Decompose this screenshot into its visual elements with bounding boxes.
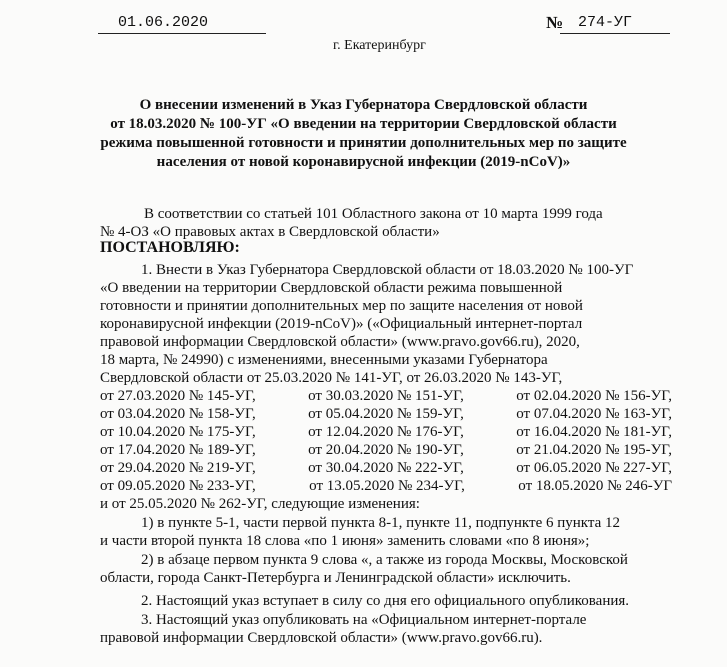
amendment-ref: от 30.03.2020 № 151-УГ,: [308, 388, 464, 404]
title-line: населения от новой коронавирусной инфекции (2019-nCoV)»: [156, 154, 571, 170]
amendment-row: [100, 478, 672, 495]
item3-line: 3. Настоящий указ опубликовать на «Официальном интернет-портале: [141, 612, 587, 628]
amendment-ref: от 20.04.2020 № 190-УГ,: [308, 442, 464, 458]
document-city: г. Екатеринбург: [333, 38, 426, 53]
amendment-ref: от 18.05.2020 № 246-УГ: [518, 478, 672, 494]
date-underline: [98, 33, 266, 34]
amendment-row: [100, 406, 672, 423]
item1-line: правовой информации Свердловской области» (www.pravo.gov66.ru), 2020,: [100, 334, 580, 350]
amendment-ref: от 21.04.2020 № 195-УГ,: [516, 442, 672, 458]
amendment-ref: от 12.04.2020 № 176-УГ,: [308, 424, 464, 440]
amendment-ref: от 03.04.2020 № 158-УГ,: [100, 406, 256, 422]
item1-line: 1. Внести в Указ Губернатора Свердловской области от 18.03.2020 № 100-УГ: [141, 262, 634, 278]
subitem-line: 2) в абзаце первом пункта 9 слова «, а также из города Москвы, Московской: [141, 552, 628, 568]
subitem-line: области, города Санкт-Петербурга и Ленинградской области» исключить.: [100, 570, 571, 586]
amendment-ref: от 30.04.2020 № 222-УГ,: [308, 460, 464, 476]
item1-line: коронавирусной инфекции (2019-nCoV)» («Официальный интернет-портал: [100, 316, 583, 332]
item1-closing: и от 25.05.2020 № 262-УГ, следующие изменения:: [100, 496, 420, 512]
amendment-row: [100, 388, 672, 405]
title-line: от 18.03.2020 № 100-УГ «О введении на территории Свердловской области: [110, 116, 617, 132]
preamble-line: № 4-ОЗ «О правовых актах в Свердловской области»: [100, 224, 440, 240]
item1-line: готовности и принятии дополнительных мер по защите населения от новой: [100, 298, 583, 314]
decree-word: ПОСТАНОВЛЯЮ:: [100, 239, 240, 256]
amendment-ref: от 17.04.2020 № 189-УГ,: [100, 442, 256, 458]
amendment-ref: от 09.05.2020 № 233-УГ,: [100, 478, 256, 494]
amendment-ref: от 06.05.2020 № 227-УГ,: [516, 460, 672, 476]
amendment-ref: от 02.04.2020 № 156-УГ,: [516, 388, 672, 404]
amendment-ref: от 16.04.2020 № 181-УГ,: [516, 424, 672, 440]
amendment-row: [100, 460, 672, 477]
amendment-ref: от 07.04.2020 № 163-УГ,: [516, 406, 672, 422]
amendment-ref: от 13.05.2020 № 234-УГ,: [309, 478, 465, 494]
amendment-row: [100, 424, 672, 441]
item3-line: правовой информации Свердловской области» (www.pravo.gov66.ru).: [100, 630, 543, 646]
title-line: режима повышенной готовности и принятии дополнительных мер по защите: [100, 135, 627, 151]
amendment-ref: от 10.04.2020 № 175-УГ,: [100, 424, 256, 440]
number-underline: [560, 33, 670, 34]
subitem-line: 1) в пункте 5-1, части первой пункта 8-1, пункте 11, подпункте 6 пункта 12: [141, 515, 621, 531]
item1-line: «О введении на территории Свердловской области режима повышенной: [100, 280, 563, 296]
item2-line: 2. Настоящий указ вступает в силу со дня его официального опубликования.: [141, 593, 630, 609]
item1-line: 18 марта, № 24990) с изменениями, внесенными указами Губернатора: [100, 352, 548, 368]
amendment-ref: от 05.04.2020 № 159-УГ,: [308, 406, 464, 422]
amendment-ref: от 27.03.2020 № 145-УГ,: [100, 388, 256, 404]
title-line: О внесении изменений в Указ Губернатора Свердловской области: [139, 97, 588, 113]
item1-line: Свердловской области от 25.03.2020 № 141-УГ, от 26.03.2020 № 143-УГ,: [100, 370, 563, 386]
number-label: №: [546, 13, 564, 32]
subitem-line: и части второй пункта 18 слова «по 1 июня» заменить словами «по 8 июня»;: [100, 533, 590, 549]
document-date: 01.06.2020: [118, 14, 209, 31]
amendment-row: [100, 442, 672, 459]
document-number: 274-УГ: [578, 14, 633, 31]
amendment-ref: от 29.04.2020 № 219-УГ,: [100, 460, 256, 476]
preamble-line: В соответствии со статьей 101 Областного закона от 10 марта 1999 года: [144, 206, 603, 222]
